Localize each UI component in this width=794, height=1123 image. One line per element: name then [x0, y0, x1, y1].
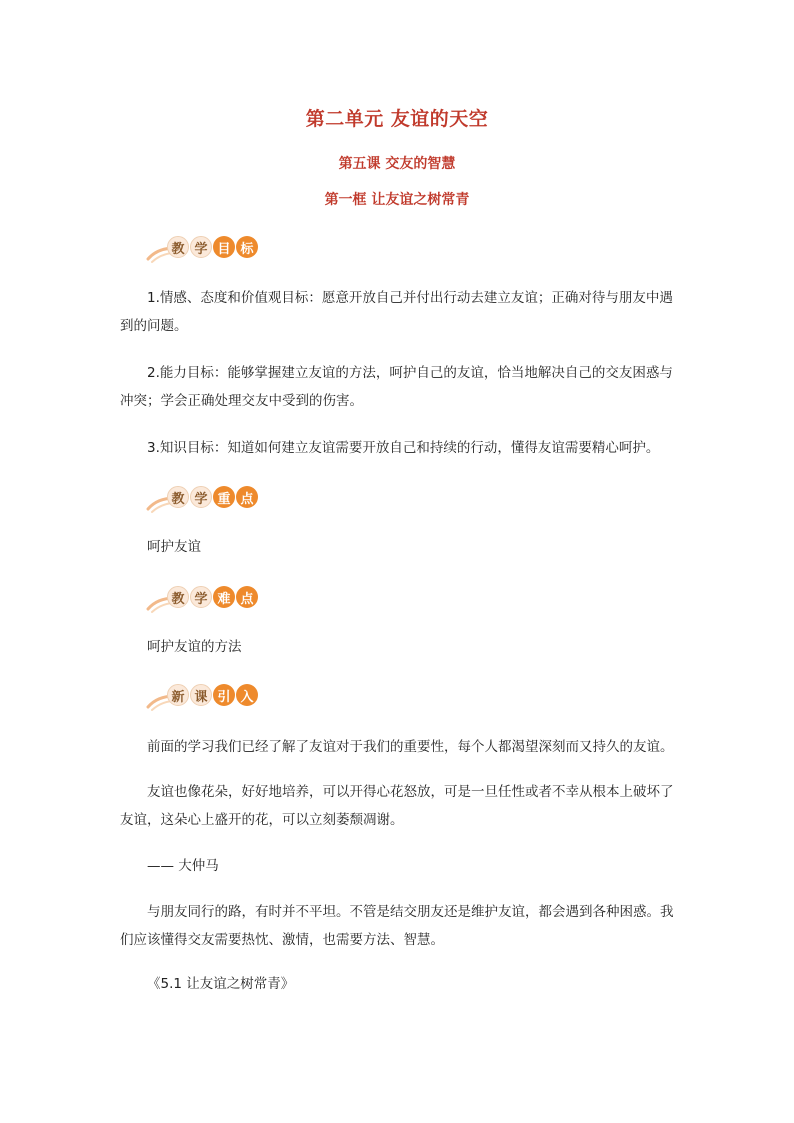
badge-char: 教	[167, 236, 189, 258]
badge-char: 标	[236, 236, 258, 258]
badge-char: 新	[167, 684, 189, 706]
badge-char: 教	[167, 586, 189, 608]
badge-char: 点	[236, 486, 258, 508]
badge-char: 重	[213, 486, 235, 508]
key-point-text: 呵护友谊	[147, 539, 201, 555]
badge-char: 难	[213, 586, 235, 608]
goal-item-2: 2.能力目标：能够掌握建立友谊的方法，呵护自己的友谊，恰当地解决自己的交友困惑与冲突；学会正确处理交友中受到的伤害。	[120, 365, 673, 409]
lesson-reference: 《5.1 让友谊之树常青》	[147, 976, 295, 992]
goal-item-3: 3.知识目标：知道如何建立友谊需要开放自己和持续的行动，懂得友谊需要精心呵护。	[147, 440, 660, 456]
difficulty-text: 呵护友谊的方法	[147, 639, 242, 655]
quote-author: —— 大仲马	[147, 858, 219, 874]
badge-char: 课	[190, 684, 212, 706]
badge-teaching-goals	[146, 233, 266, 267]
badge-char: 引	[213, 684, 235, 706]
unit-title: 第二单元 友谊的天空	[305, 108, 489, 130]
intro-paragraph-1: 前面的学习我们已经了解了友谊对于我们的重要性，每个人都渴望深刻而又持久的友谊。	[147, 739, 674, 755]
badge-char: 入	[236, 684, 258, 706]
badge-char: 学	[190, 586, 212, 608]
badge-char: 教	[167, 486, 189, 508]
intro-paragraph-3: 与朋友同行的路，有时并不平坦。不管是结交朋友还是维护友谊，都会遇到各种困惑。我们应该懂得交友需要热忱、激情，也需要方法、智慧。	[120, 904, 674, 948]
section-title: 第一框 让友谊之树常青	[324, 192, 470, 208]
badge-char: 学	[190, 236, 212, 258]
lesson-title: 第五课 交友的智慧	[338, 156, 456, 172]
badge-difficulties	[146, 583, 266, 617]
intro-paragraph-2: 友谊也像花朵，好好地培养，可以开得心花怒放，可是一旦任性或者不幸从根本上破坏了友谊，这朵心上盛开的花，可以立刻萎颓凋谢。	[120, 784, 674, 828]
badge-new-lesson-intro	[146, 681, 266, 715]
goal-item-1: 1.情感、态度和价值观目标：愿意开放自己并付出行动去建立友谊；正确对待与朋友中遇到的问题。	[120, 290, 673, 334]
badge-key-points	[146, 483, 266, 517]
badge-char: 学	[190, 486, 212, 508]
badge-char: 目	[213, 236, 235, 258]
badge-char: 点	[236, 586, 258, 608]
